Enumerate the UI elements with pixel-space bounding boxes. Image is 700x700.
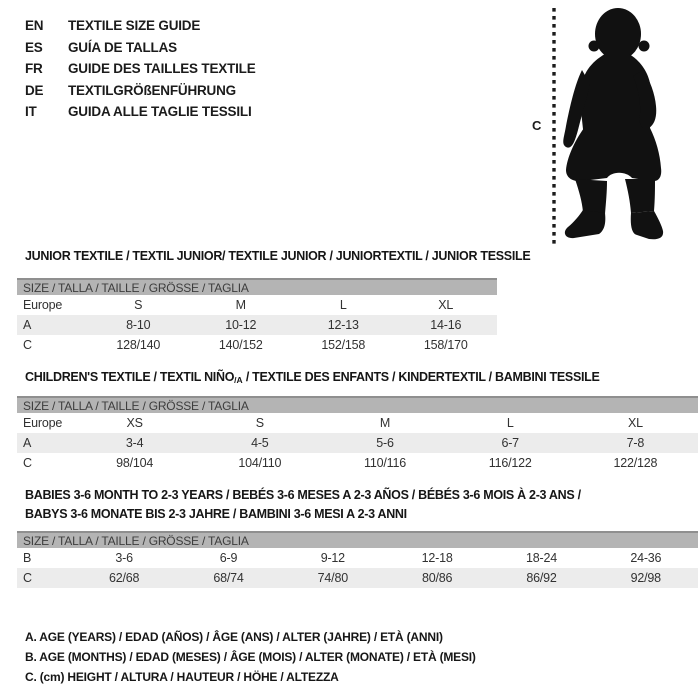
lang-code: DE [25,82,44,98]
age-cell: 7-8 [626,436,645,450]
guide-title-es: GUÍA DE TALLAS [68,39,177,55]
size-cell: L [339,298,347,312]
legend-height-cm: C. (cm) HEIGHT / ALTURA / HAUTEUR / HÖHE / ALTEZZA [25,670,339,684]
lang-code: FR [25,61,43,76]
height-cell: 80/86 [422,571,453,585]
row-label: C [23,338,32,352]
size-cell: XL [438,298,454,312]
months-cell: 9-12 [320,551,345,565]
height-cell: 158/170 [423,338,468,352]
age-cell: 10-12 [225,318,257,332]
children-size-header-bar: SIZE / TALLA / TAILLE / GRÖSSE / TAGLIA [17,396,698,413]
size-cell: S [134,298,143,312]
junior-size-table [17,278,497,355]
children-table-title [25,370,600,385]
age-cell: 5-6 [376,436,394,450]
size-cell: M [235,298,246,312]
size-cell: M [379,416,391,430]
height-cell: 140/152 [218,338,263,352]
row-label: Europe [23,416,63,430]
children-size-table [17,396,698,473]
language-title-list [25,15,256,123]
months-cell: 12-18 [421,551,453,565]
table-row [17,568,698,588]
babies-size-table [17,531,698,588]
months-cell: 18-24 [525,551,557,565]
row-label: B [23,551,32,565]
height-measure-label: C [532,118,542,133]
legend-age-months: B. AGE (MONTHS) / EDAD (MESES) / ÂGE (MOIS) / ALTER (MONATE) / ETÀ (MESI) [25,650,476,664]
table-row [17,295,497,315]
height-cell: 152/158 [321,338,366,352]
age-cell: 14-16 [430,318,462,332]
table-row [17,548,698,568]
legend-age-years: A. AGE (YEARS) / EDAD (AÑOS) / ÂGE (ANS) / ALTER (JAHRE) / ETÀ (ANNI) [25,630,443,644]
toddler-silhouette [563,8,663,239]
measurement-legend [25,627,476,687]
lang-code: EN [25,18,44,33]
row-label: A [23,436,32,450]
lang-row-it [25,101,256,123]
babies-title-line2: BABYS 3-6 MONATE BIS 2-3 JAHRE / BAMBINI 3-6 MESI A 2-3 ANNI [25,506,407,521]
junior-size-header-bar: SIZE / TALLA / TAILLE / GRÖSSE / TAGLIA [17,278,497,295]
row-label: C [23,456,32,470]
table-row [17,335,497,355]
size-cell: XS [126,416,143,430]
row-label: Europe [23,298,63,312]
age-cell: 3-4 [125,436,144,450]
height-cell: 110/116 [364,456,406,470]
table-row [17,453,698,473]
lang-row-de [25,80,256,102]
lang-code: IT [25,104,37,119]
height-cell: 104/110 [238,456,282,470]
guide-title-de: TEXTILGRÖßENFÜHRUNG [68,82,236,98]
lang-row-fr [25,58,256,80]
row-label: C [23,571,32,585]
height-cell: 74/80 [317,571,348,585]
baby-figure [528,2,700,248]
row-label: A [23,318,32,332]
age-cell: 8-10 [126,318,151,332]
height-cell: 62/68 [109,571,140,585]
age-cell: 6-7 [501,436,519,450]
months-cell: 3-6 [115,551,133,565]
babies-size-header-bar: SIZE / TALLA / TAILLE / GRÖSSE / TAGLIA [17,531,698,548]
table-row [17,433,698,453]
lang-code: ES [25,39,43,55]
height-cell: 98/104 [116,456,154,470]
table-row [17,413,698,433]
age-cell: 4-5 [251,436,269,450]
children-title-sub: /A [234,375,243,385]
lang-row-en [25,15,256,37]
toddler-silhouette-figure [528,2,700,248]
height-cell: 116/122 [488,456,532,470]
babies-title-line1: BABIES 3-6 MONTH TO 2-3 YEARS / BEBÉS 3-6 MESES A 2-3 AÑOS / BÉBÉS 3-6 MOIS À 2-3 ANS / [25,488,581,502]
guide-title-it: GUIDA ALLE TAGLIE TESSILI [68,104,252,119]
guide-title-en: TEXTILE SIZE GUIDE [68,18,201,33]
babies-table-title [25,486,665,523]
lang-row-es [25,37,256,59]
height-cell: 86/92 [526,571,557,585]
age-cell: 12-13 [327,318,359,332]
junior-table-title: JUNIOR TEXTILE / TEXTIL JUNIOR/ TEXTILE JUNIOR / JUNIORTEXTIL / JUNIOR TESSILE [25,249,531,263]
height-cell: 128/140 [116,338,161,352]
table-row [17,315,497,335]
size-cell: L [506,416,514,430]
height-cell: 122/128 [613,456,658,470]
months-cell: 24-36 [630,551,662,565]
size-cell: S [255,416,264,430]
size-cell: XL [627,416,643,430]
children-title-pre: CHILDREN'S TEXTILE / TEXTIL NIÑO [25,370,235,384]
guide-title-fr: GUIDE DES TAILLES TEXTILE [68,61,256,76]
months-cell: 6-9 [219,551,238,565]
children-title-post: / TEXTILE DES ENFANTS / KINDERTEXTIL / BAMBINI TESSILE [242,370,600,384]
height-cell: 68/74 [213,571,244,585]
height-cell: 92/98 [630,571,661,585]
